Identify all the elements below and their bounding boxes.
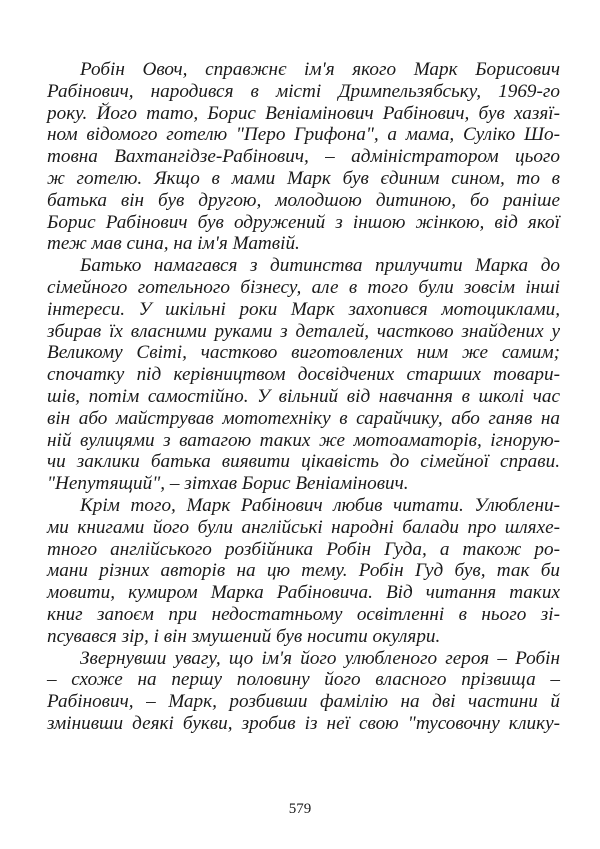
text-line: спочатку під керівництвом досвідчених старших товари- <box>47 364 560 386</box>
text-line: Звернувши увагу, що ім'я його улюбленого героя – Робін <box>80 647 560 669</box>
text-line: сімейного готельного бізнесу, але в того були зовсім інші <box>47 276 560 298</box>
text-line: товна Вахтангідзе-Рабінович, – адміністратором цього <box>47 146 560 168</box>
text-line: року. Його тато, Борис Веніамінович Рабінович, був хазяї- <box>47 102 560 124</box>
text-line: ном відомого готелю "Перо Грифона", а мама, Суліко Шо- <box>47 124 560 146</box>
text-line: Батько намагався з дитинства прилучити Марка до <box>80 255 560 277</box>
text-line: ж готелю. Якщо в мами Марк був єдиним сином, то в <box>47 167 560 189</box>
page-number: 579 <box>288 801 312 817</box>
text-line: Великому Світі, частково виготовлених ним же самим; <box>47 342 560 364</box>
paragraph-1 <box>47 59 560 255</box>
text-line: тного англійського розбійника Робін Гуда, а також ро- <box>47 538 560 560</box>
paragraph-4 <box>47 648 560 735</box>
text-line: він або майстрував мототехніку в сарайчику, або ганяв на <box>47 407 560 429</box>
text-line: "Непутящий", – зітхав Борис Веніамінович. <box>47 473 409 495</box>
text-line: книг запоєм при недостатньому освітленні в нього зі- <box>47 603 560 625</box>
text-line: ній вулицями з ватагою таких же мотоаматорів, ігнорую- <box>47 429 560 451</box>
text-line: шів, потім самостійно. У вільний від навчання в школі час <box>47 385 560 407</box>
text-line: – схоже на першу половину його власного прізвища – <box>47 669 560 691</box>
text-line: Рабінович, народився в місті Дримпельзябську, 1969-го <box>47 80 560 102</box>
text-line: змінивши деякі букви, зробив із неї свою "тусовочну клику- <box>47 712 560 734</box>
text-line: псувався зір, і він змушений був носити окуляри. <box>47 625 441 647</box>
text-line: мани різних авторів на цю тему. Робін Гуд був, так би <box>47 560 560 582</box>
paragraph-2 <box>47 255 560 495</box>
page-body <box>47 59 560 735</box>
text-line: Робін Овоч, справжнє ім'я якого Марк Борисович <box>80 59 560 80</box>
text-line: батька він був другою, молодшою дитиною, бо раніше <box>47 189 560 211</box>
text-line: інтереси. У шкільні роки Марк захопився мотоциклами, <box>47 298 560 320</box>
text-line: чи заклики батька виявити цікавість до сімейної справи. <box>47 451 560 473</box>
text-line: Рабінович, – Марк, розбивши фамілію на дві частини й <box>47 691 560 713</box>
text-line: Борис Рабінович був одружений з іншою жінкою, від якої <box>47 211 560 233</box>
text-line: Крім того, Марк Рабінович любив читати. Улюблени- <box>80 494 560 516</box>
text-line: теж мав сина, на ім'я Матвій. <box>47 233 300 255</box>
text-line: мовити, кумиром Марка Рабіновича. Від читання таких <box>47 582 560 604</box>
text-line: ми книгами його були англійські народні балади про шляхе- <box>47 516 560 538</box>
text-line: збирав їх власними руками з деталей, частково знайдених у <box>47 320 560 342</box>
paragraph-3 <box>47 495 560 648</box>
